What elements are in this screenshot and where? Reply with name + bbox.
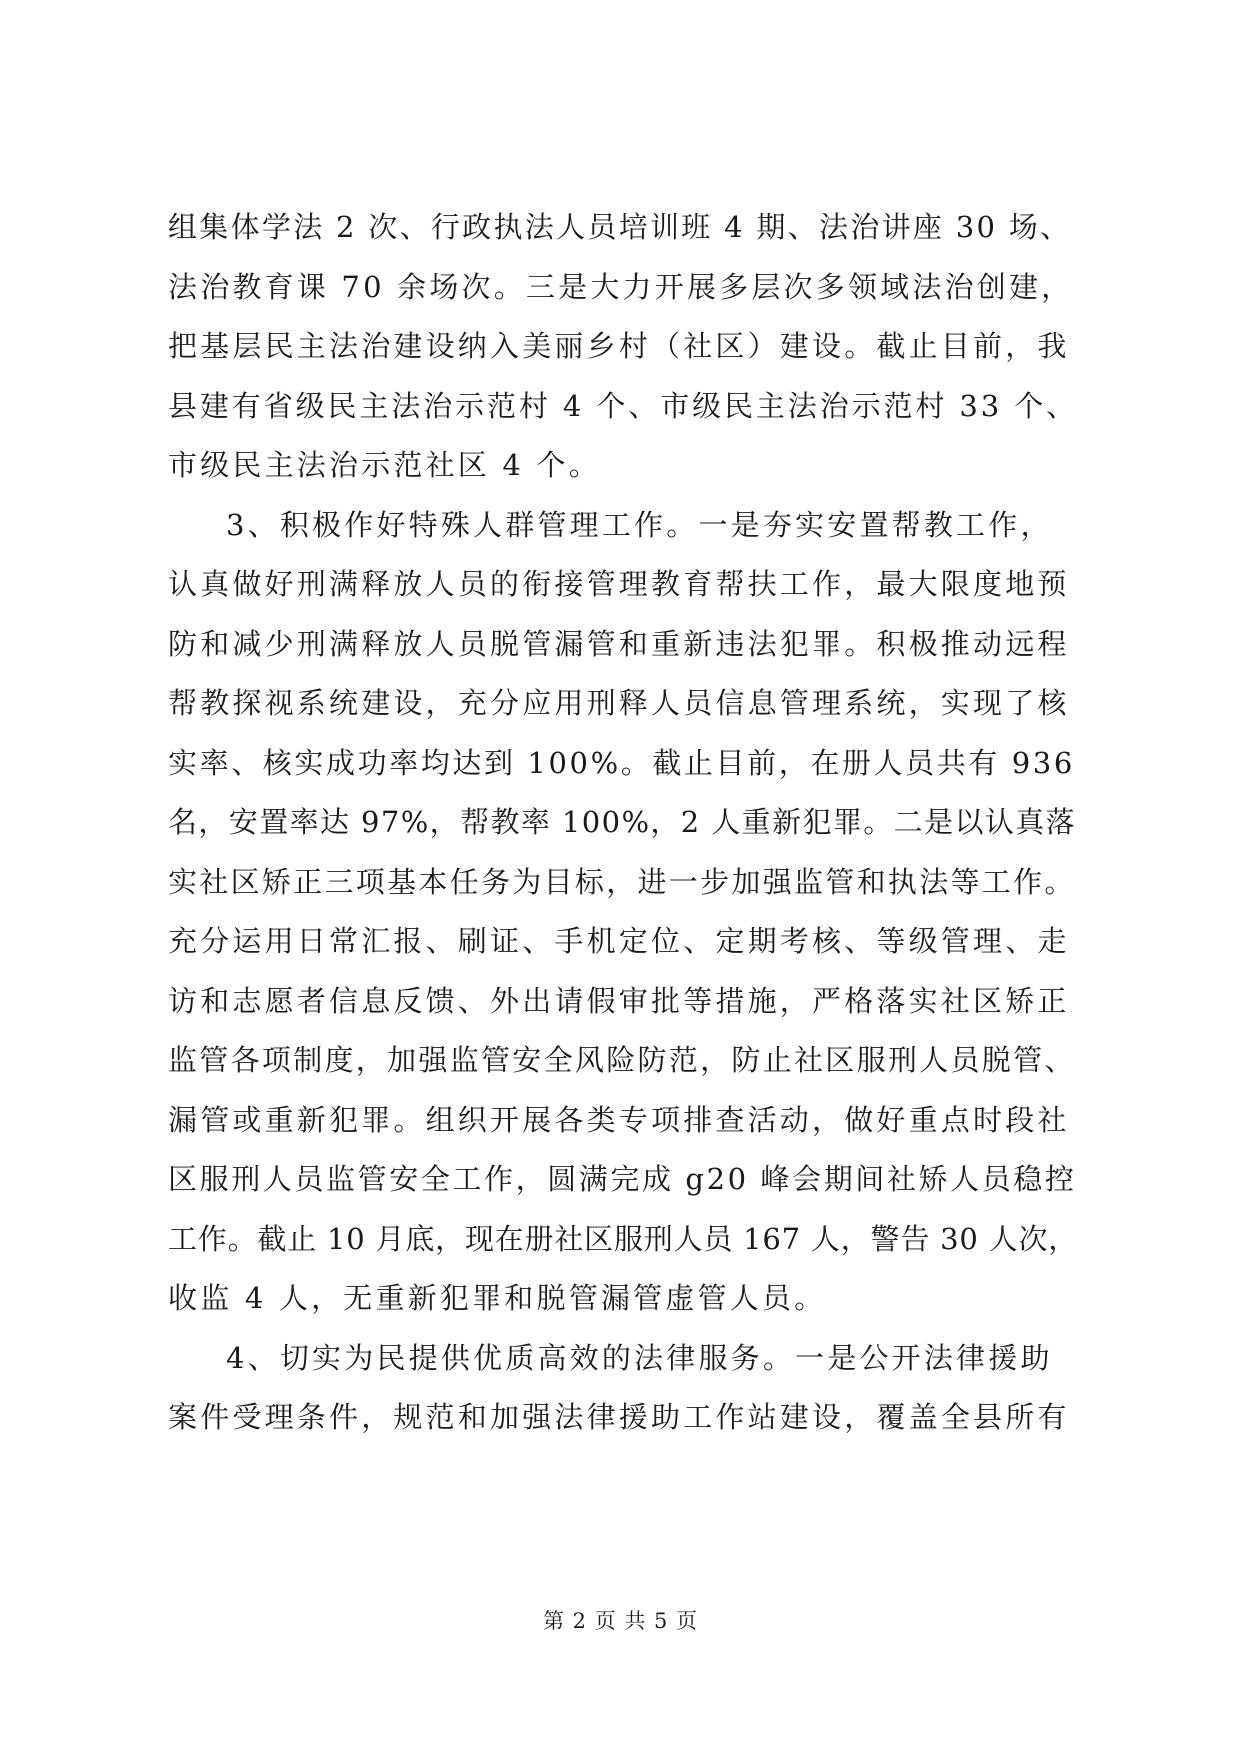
- text-line: 漏管或重新犯罪。组织开展各类专项排查活动，做好重点时段社: [168, 1102, 1070, 1137]
- page-footer: 第 2 页 共 5 页: [542, 1609, 699, 1633]
- text-line: 工作。截止 10 月底，现在册社区服刑人员 167 人，警告 30 人次，: [168, 1221, 1079, 1256]
- text-line: 认真做好刑满释放人员的衔接管理教育帮扶工作，最大限度地预: [168, 567, 1070, 601]
- text-line: 法治教育课 70 余场次。三是大力开展多层次多领域法治创建，: [168, 269, 1074, 304]
- text-line: 实率、核实成功率均达到 100%。截止目前，在册人员共有 936: [168, 745, 1075, 780]
- text-line: 4、切实为民提供优质高效的法律服务。一是公开法律援助: [226, 1340, 1053, 1375]
- text-line: 区服刑人员监管安全工作，圆满完成 g20 峰会期间社矫人员稳控: [168, 1162, 1077, 1196]
- text-line: 组集体学法 2 次、行政执法人员培训班 4 期、法治讲座 30 场、: [168, 210, 1072, 244]
- text-line: 访和志愿者信息反馈、外出请假审批等措施，严格落实社区矫正: [168, 983, 1070, 1018]
- text-line: 帮教探视系统建设，充分应用刑释人员信息管理系统，实现了核: [168, 686, 1070, 720]
- text-line: 市级民主法治示范社区 4 个。: [168, 448, 601, 482]
- text-line: 名，安置率达 97%，帮教率 100%，2 人重新犯罪。二是以认真落: [168, 805, 1077, 839]
- text-line: 把基层民主法治建设纳入美丽乡村（社区）建设。截止目前，我: [168, 329, 1070, 363]
- text-line: 县建有省级民主法治示范村 4 个、市级民主法治示范村 33 个、: [168, 388, 1079, 423]
- text-line: 实社区矫正三项基本任务为目标，进一步加强监管和执法等工作。: [168, 864, 1076, 899]
- text-line: 收监 4 人，无重新犯罪和脱管漏管虚管人员。: [168, 1281, 827, 1315]
- text-line: 案件受理条件，规范和加强法律援助工作站建设，覆盖全县所有: [168, 1400, 1070, 1434]
- text-line: 3、积极作好特殊人群管理工作。一是夯实安置帮教工作，: [226, 507, 1053, 542]
- body-text: [168, 198, 1078, 1448]
- text-line: 监管各项制度，加强监管安全风险防范，防止社区服刑人员脱管、: [168, 1043, 1076, 1077]
- text-line: 充分运用日常汇报、刷证、手机定位、定期考核、等级管理、走: [168, 924, 1070, 958]
- text-line: 防和减少刑满释放人员脱管漏管和重新违法犯罪。积极推动远程: [168, 626, 1070, 661]
